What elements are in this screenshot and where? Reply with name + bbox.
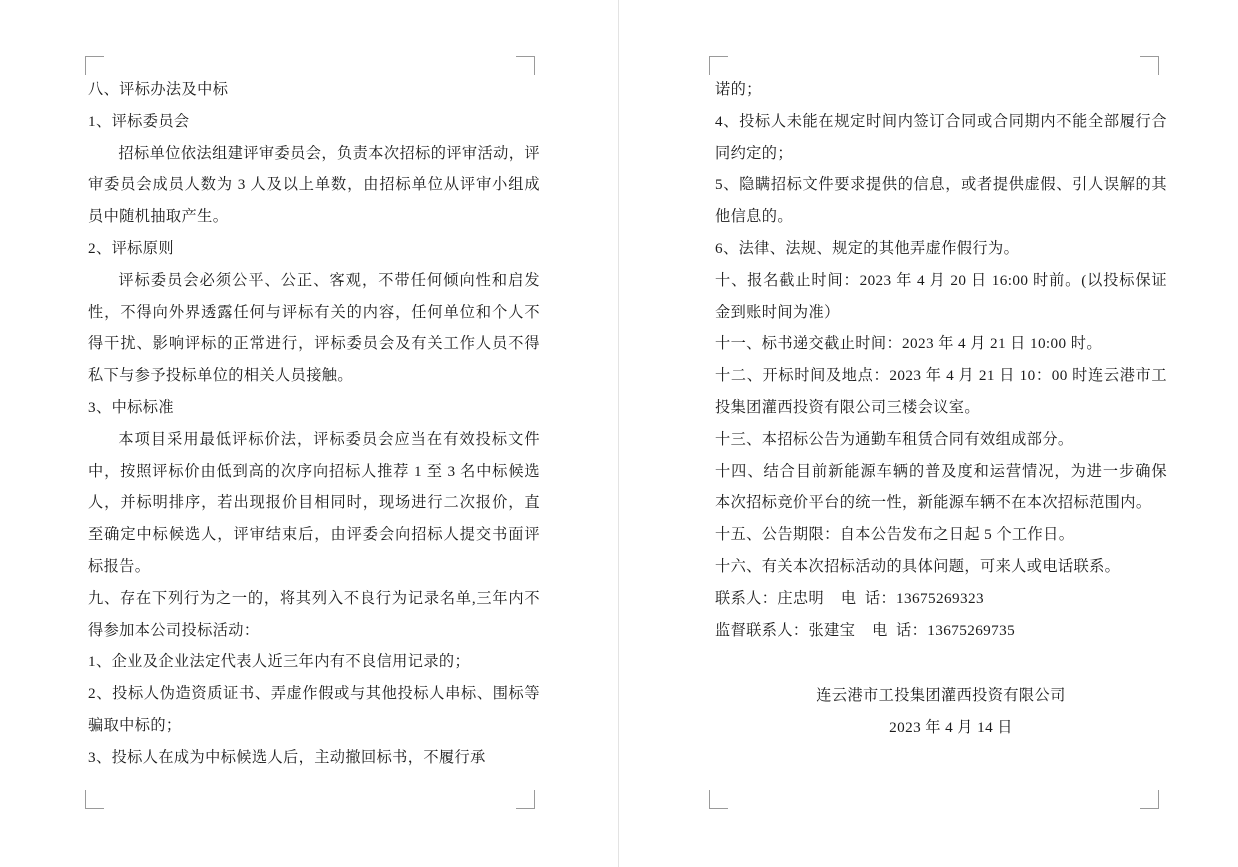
paragraph: 6、法律、法规、规定的其他弄虚作假行为。 <box>715 239 1020 257</box>
paragraph: 3、中标标准 <box>88 398 174 416</box>
crop-mark-bottom-left <box>709 790 728 809</box>
paragraph: 十、报名截止时间：2023 年 4 月 20 日 16:00 时前。(以投标保证金到账时间为准） <box>715 271 1167 321</box>
paragraph: 4、投标人未能在规定时间内签订合同或合同期内不能全部履行合同约定的； <box>715 112 1167 162</box>
supervisor-contact-line: 监督联系人：张建宝 电 话：13675269735 <box>715 621 1016 639</box>
signature-date: 2023 年 4 月 14 日 <box>889 719 1013 737</box>
crop-mark-bottom-left <box>85 790 104 809</box>
paragraph: 1、企业及企业法定代表人近三年内有不良信用记录的； <box>88 653 471 671</box>
paragraph: 招标单位依法组建评审委员会，负责本次招标的评审活动，评审委员会成员人数为 3 人及以上单数，由招标单位从评审小组成员中随机抽取产生。 <box>88 144 540 226</box>
paragraph: 八、评标办法及中标 <box>88 81 229 98</box>
paragraph: 十一、标书递交截止时间：2023 年 4 月 21 日 10:00 时。 <box>715 335 1102 353</box>
page-left-textblock <box>88 74 540 774</box>
crop-mark-bottom-right <box>1140 790 1159 809</box>
paragraph: 本项目采用最低评标价法，评标委员会应当在有效投标文件中，按照评标价由低到高的次序向招标人推荐 1 至 3 名中标候选人，并标明排序，若出现报价目相同时，现场进行二次报价，直至确定中标候选人，评审结束后，由评委会向招标人提交书面评标报告。 <box>88 430 540 575</box>
paragraph: 2、投标人伪造资质证书、弄虚作假或与其他投标人串标、围标等骗取中标的； <box>88 685 540 734</box>
paragraph: 1、评标委员会 <box>88 112 190 130</box>
crop-mark-top-right <box>1140 56 1159 75</box>
paragraph: 十三、本招标公告为通勤车租赁合同有效组成部分。 <box>715 430 1074 448</box>
crop-mark-top-right <box>516 56 535 75</box>
crop-mark-top-left <box>709 56 728 75</box>
paragraph: 十四、结合目前新能源车辆的普及度和运营情况，为进一步确保本次招标竞价平台的统一性，新能源车辆不在本次招标范围内。 <box>715 462 1167 512</box>
paragraph: 2、评标原则 <box>88 239 174 257</box>
paragraph: 九、存在下列行为之一的，将其列入不良行为记录名单,三年内不得参加本公司投标活动： <box>88 589 540 639</box>
paragraph: 5、隐瞒招标文件要求提供的信息，或者提供虚假、引人误解的其他信息的。 <box>715 176 1167 226</box>
paragraph: 诺的； <box>715 81 762 98</box>
crop-mark-bottom-right <box>516 790 535 809</box>
paragraph: 十六、有关本次招标活动的具体问题，可来人或电话联系。 <box>715 557 1121 575</box>
paragraph: 评标委员会必须公平、公正、客观，不带任何倾向性和启发性，不得向外界透露任何与评标有关的内容，任何单位和个人不得干扰、影响评标的正常进行，评标委员会及有关工作人员不得私下与参予投标单位的相关人员接触。 <box>88 271 540 385</box>
paragraph: 3、投标人在成为中标候选人后，主动撤回标书，不履行承 <box>88 748 486 766</box>
page-right-textblock <box>715 74 1167 744</box>
crop-mark-top-left <box>85 56 104 75</box>
page-right <box>619 0 1238 867</box>
paragraph: 十五、公告期限：自本公告发布之日起 5 个工作日。 <box>715 526 1075 544</box>
signature-company: 连云港市工投集团灌西投资有限公司 <box>816 687 1066 705</box>
contact-person-line: 联系人：庄忠明 电 话：13675269323 <box>715 589 984 607</box>
paragraph: 十二、开标时间及地点：2023 年 4 月 21 日 10：00 时连云港市工投集团灌西投资有限公司三楼会议室。 <box>715 367 1167 416</box>
